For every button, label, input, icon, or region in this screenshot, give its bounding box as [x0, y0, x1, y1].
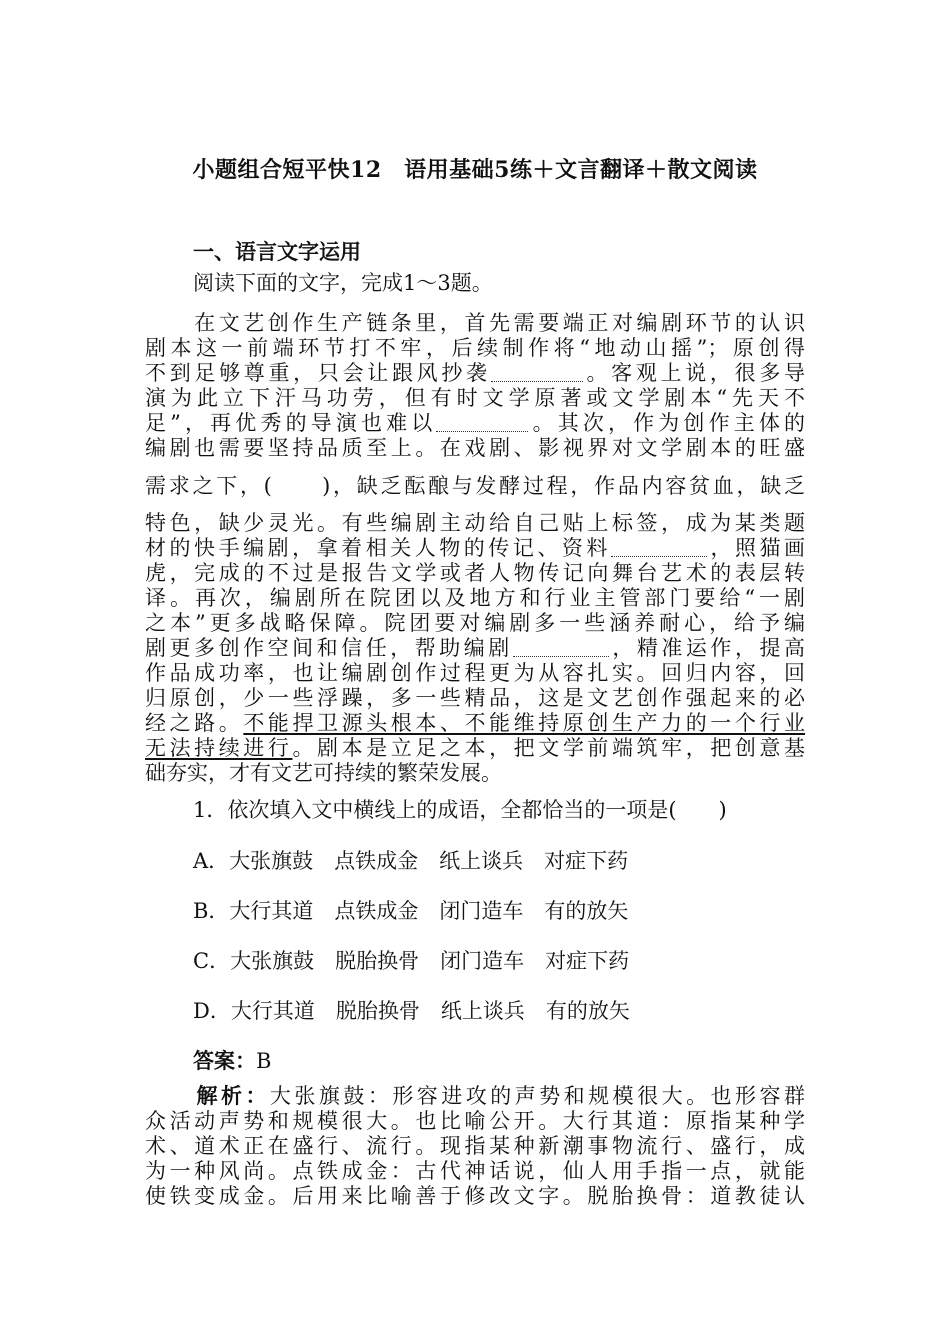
passage-line: 剧更多创作空间和信任，帮助编剧 ，精准运作，提高: [145, 636, 806, 660]
instruction-text: 阅读下面的文字，完成1～3题。: [193, 271, 493, 295]
passage-line: 归原创，少一些浮躁，多一些精品，这是文艺创作强起来的必: [145, 686, 805, 710]
option-d[interactable]: D．大行其道 脱胎换骨 纸上谈兵 有的放矢: [193, 999, 630, 1023]
page-title: 小题组合短平快12 语用基础5练＋文言翻译＋散文阅读: [192, 157, 758, 183]
question-stem: 1．依次填入文中横线上的成语，全都恰当的一项是( ): [193, 798, 727, 822]
underlined-sentence: 无法持续进行: [145, 736, 293, 760]
passage-line: 特色，缺少灵光。有些编剧主动给自己贴上标签，成为某类题: [145, 511, 805, 535]
passage-line: 在文艺创作生产链条里，首先需要端正对编剧环节的认识: [145, 311, 805, 335]
fill-blank-1[interactable]: [491, 363, 583, 382]
fill-blank-3[interactable]: [611, 538, 707, 557]
passage-line: 足”，再优秀的导演也难以 。其次，作为创作主体的: [145, 411, 805, 435]
answer-line: [193, 1045, 271, 1075]
passage-line: 剧本这一前端环节打不牢，后续制作将“地动山摇”；原创得: [145, 336, 805, 360]
passage-line: 不到足够尊重，只会让跟风抄袭 。客观上说，很多导: [145, 361, 806, 385]
answer-value: B: [256, 1049, 272, 1073]
passage-line: 础夯实，才有文艺可持续的繁荣发展。: [145, 761, 502, 785]
section-heading: 一、语言文字运用: [193, 239, 361, 264]
fill-blank-2[interactable]: [436, 413, 528, 432]
option-b[interactable]: B．大行其道 点铁成金 闭门造车 有的放矢: [193, 899, 629, 923]
underlined-sentence: 不能捍卫源头根本、不能维持原创生产力的一个行业: [243, 711, 806, 735]
analysis-line: 众活动声势和规模很大。也比喻公开。大行其道：原指某种学: [145, 1109, 805, 1133]
passage-line: 编剧也需要坚持品质至上。在戏剧、影视界对文学剧本的旺盛: [145, 436, 805, 460]
passage-line: 作品成功率，也让编剧创作过程更为从容扎实。回归内容，回: [145, 661, 805, 685]
analysis-line: 使铁变成金。后用来比喻善于修改文字。脱胎换骨：道教徒认: [145, 1184, 805, 1208]
analysis-line: 术、道术正在盛行、流行。现指某种新潮事物流行、盛行，成: [145, 1134, 805, 1158]
answer-label: 答案：: [193, 1048, 256, 1073]
passage-line: 演为此立下汗马功劳，但有时文学原著或文学剧本“先天不: [145, 386, 805, 410]
option-c[interactable]: C．大张旗鼓 脱胎换骨 闭门造车 对症下药: [193, 949, 630, 973]
analysis-line: 为一种风尚。点铁成金：古代神话说，仙人用手指一点，就能: [145, 1159, 805, 1183]
passage-line: 无法持续进行。剧本是立足之本，把文学前端筑牢，把创意基: [145, 736, 806, 760]
passage-line: 之本”更多战略保障。院团要对编剧多一些涵养耐心，给予编: [145, 611, 805, 635]
passage-line: 材的快手编剧，拿着相关人物的传记、资料 ，照猫画: [145, 536, 806, 560]
option-a[interactable]: A．大张旗鼓 点铁成金 纸上谈兵 对症下药: [193, 849, 629, 873]
fill-blank-4[interactable]: [513, 638, 609, 657]
passage-line: 译。再次，编剧所在院团以及地方和行业主管部门要给“一剧: [145, 586, 805, 610]
passage-line: 经之路。不能捍卫源头根本、不能维持原创生产力的一个行业: [145, 711, 806, 735]
passage-line: 虎，完成的不过是报告文学或者人物传记向舞台艺术的表层转: [145, 561, 805, 585]
passage-line: 需求之下，( )，缺乏酝酿与发酵过程，作品内容贫血，缺乏: [145, 474, 805, 498]
analysis-line: 解析：大张旗鼓：形容进攻的声势和规模很大。也形容群: [193, 1083, 805, 1108]
